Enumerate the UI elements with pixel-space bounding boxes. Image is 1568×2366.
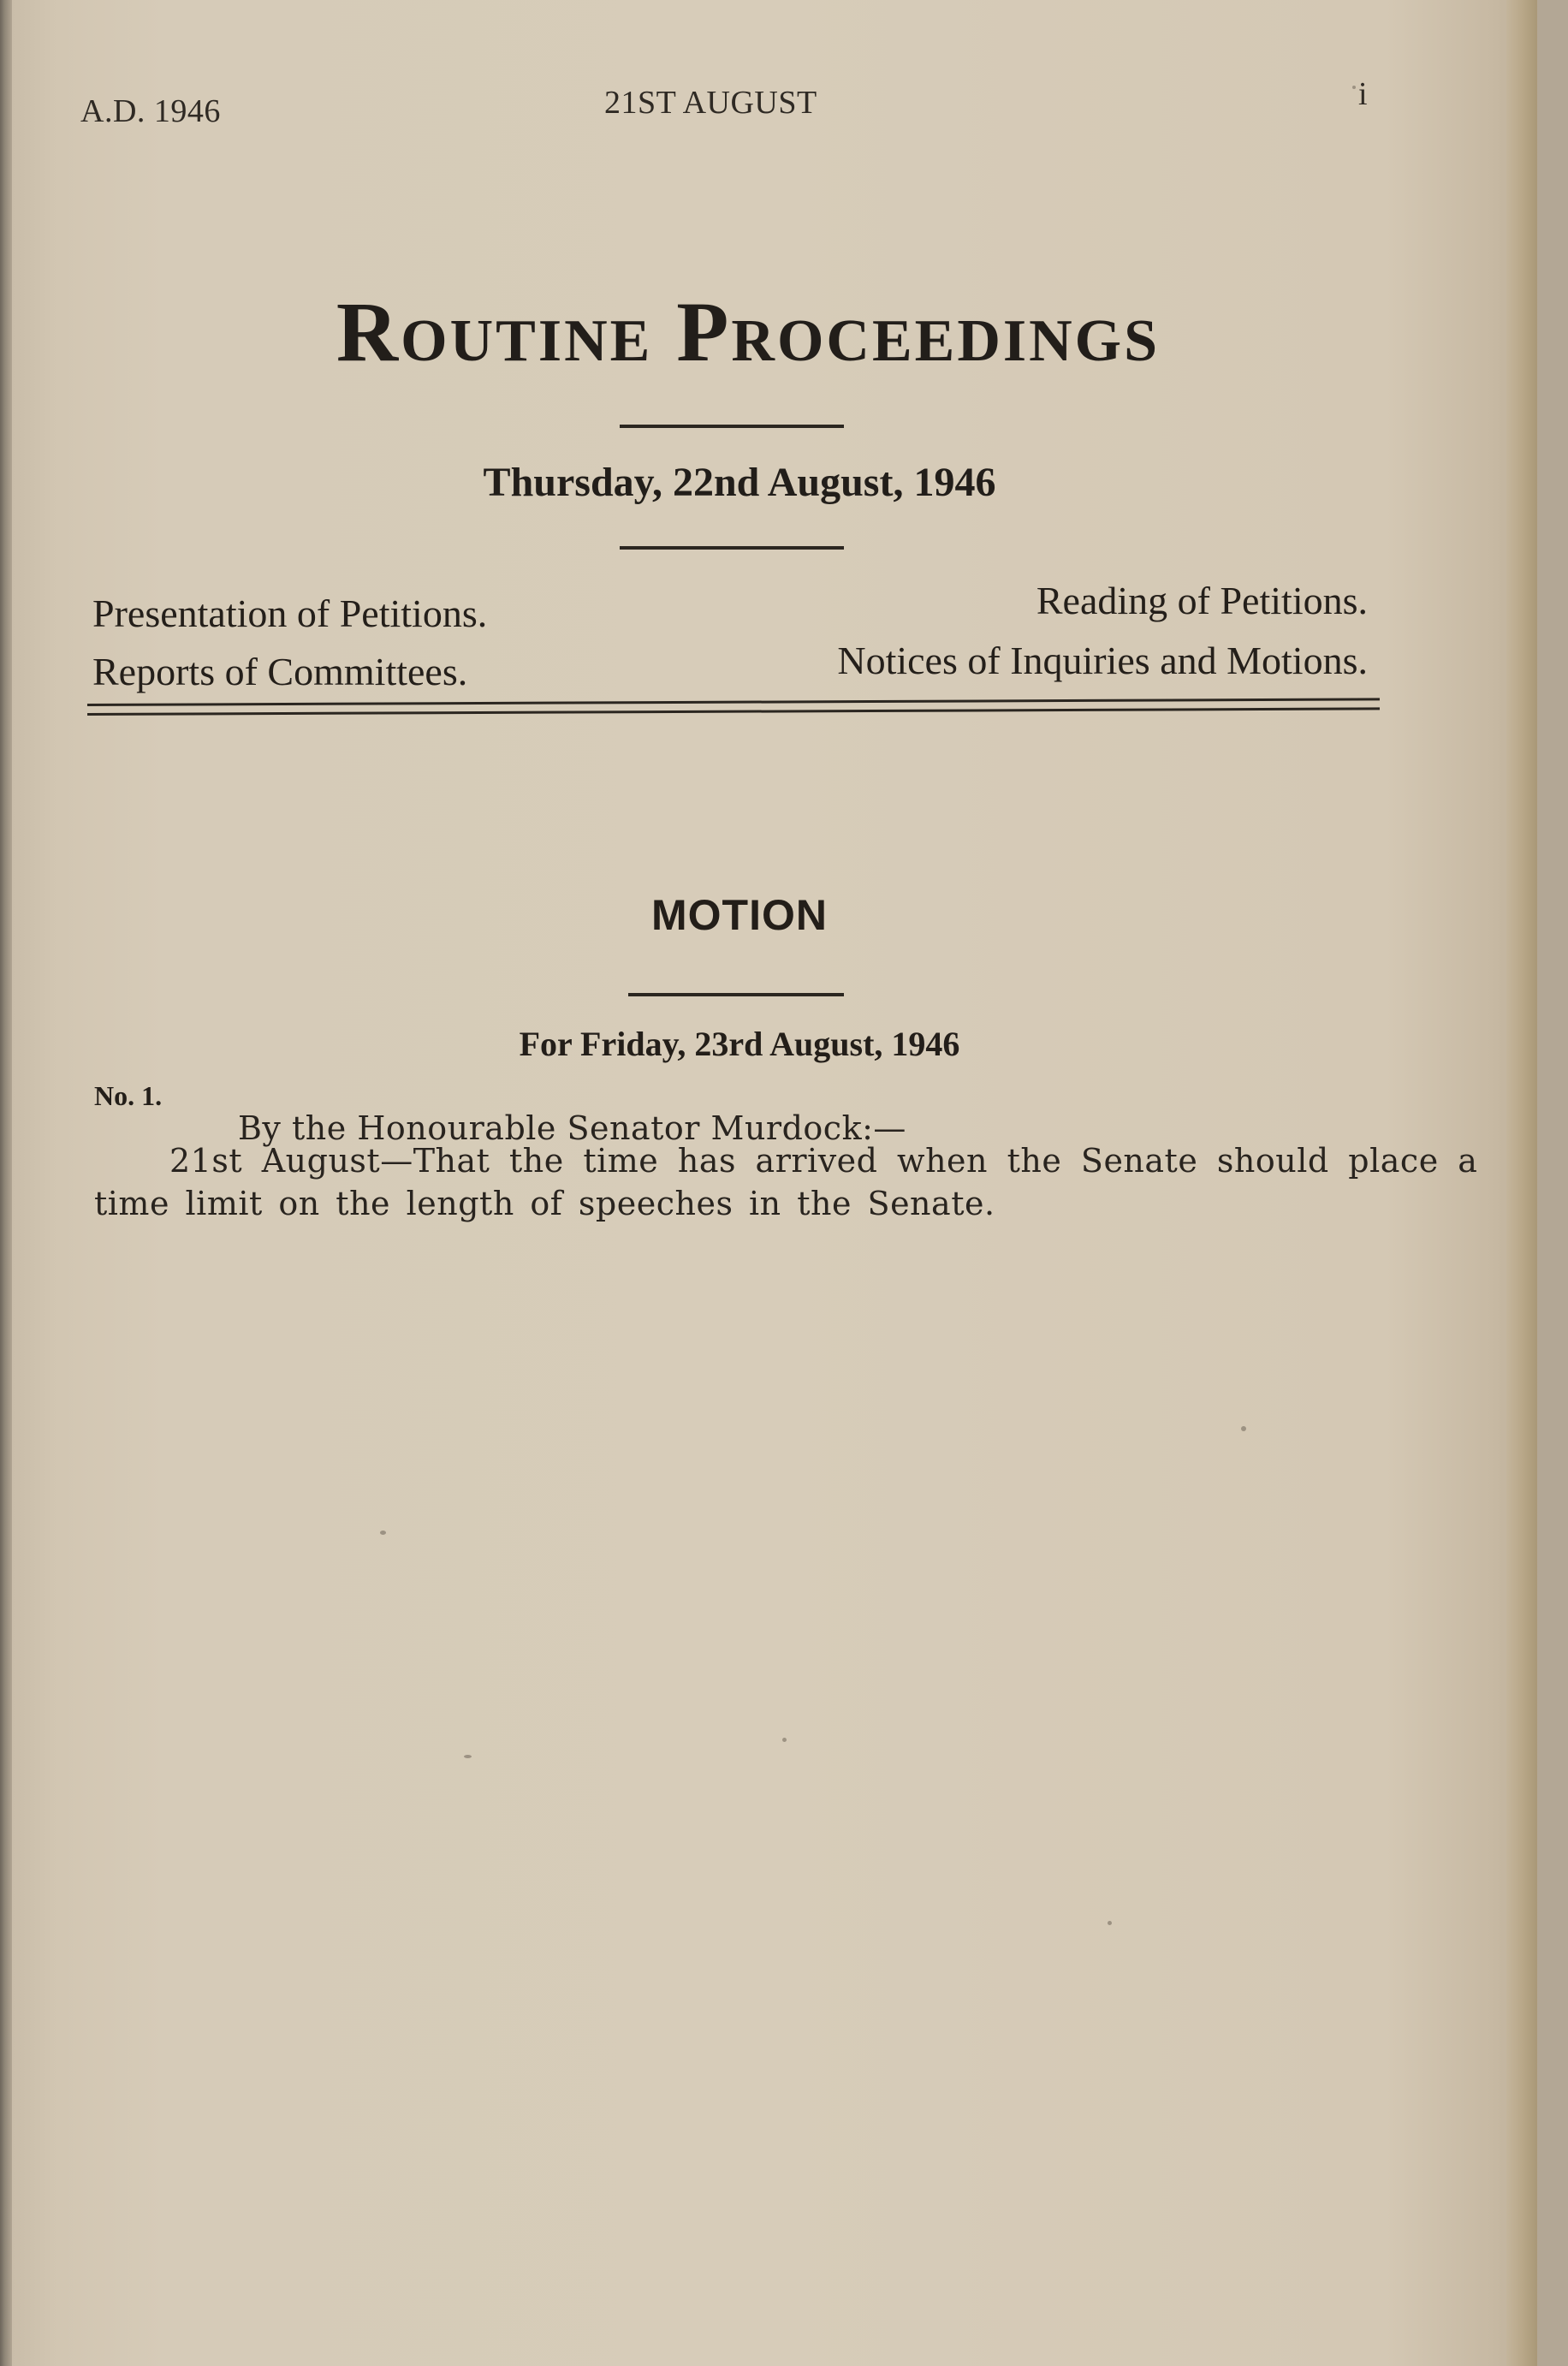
sitting-date: Thursday, 22nd August, 1946 [483,460,996,505]
motion-heading: MOTION [651,891,828,939]
paper-speck [1352,86,1356,89]
motion-number: No. 1. [94,1080,163,1111]
paper-speck [1241,1426,1246,1431]
paper-speck [1108,1921,1112,1925]
motion-text-line-2: time limit on the length of speeches in the Senate. [94,1185,995,1222]
header-page-number: i [1358,76,1369,112]
page-right-edge [1506,0,1537,2366]
page-binding-edge [0,0,12,2366]
paper-speck [782,1738,787,1742]
motion-for-day: For Friday, 23rd August, 1946 [519,1025,960,1063]
document-title: Routine Proceedings [336,284,1161,379]
motion-mover: By the Honourable Senator Murdock:— [238,1109,906,1147]
header-date: 21ST AUGUST [604,85,817,121]
routine-item-reports-of-committees: Reports of Committees. [92,650,468,693]
title-rule [620,425,844,428]
paper-speck [380,1531,386,1535]
motion-rule [628,993,844,996]
section-double-rule [87,698,1380,716]
motion-text-line-1: 21st August—That the time has arrived when the Senate should place a [169,1142,1478,1180]
paper-speck [464,1755,472,1758]
date-rule [620,546,844,550]
header-year: A.D. 1946 [80,93,221,129]
routine-item-reading-of-petitions: Reading of Petitions. [1036,579,1368,622]
document-page [12,0,1537,2366]
routine-item-notices-of-inquiries: Notices of Inquiries and Motions. [837,639,1368,682]
routine-item-presentation-of-petitions: Presentation of Petitions. [92,592,488,635]
